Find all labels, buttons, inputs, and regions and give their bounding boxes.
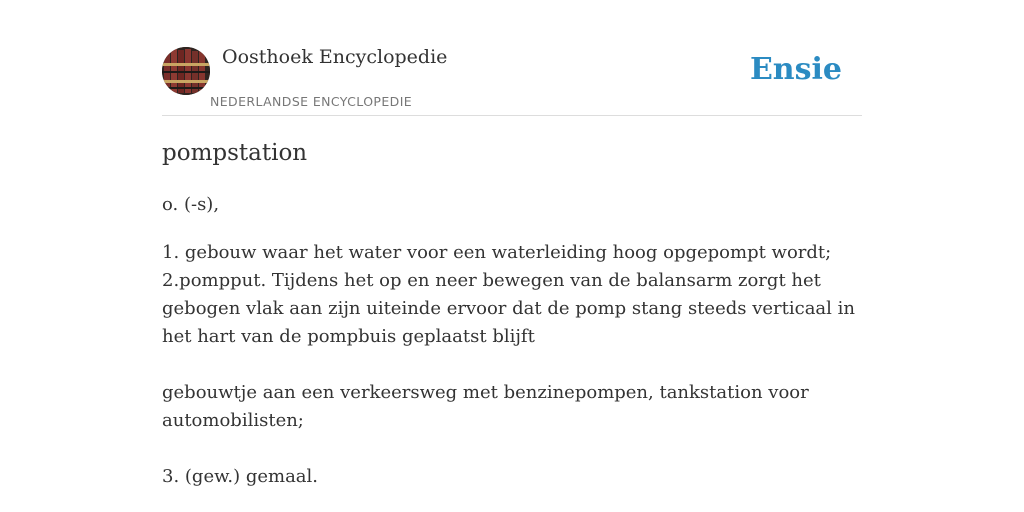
definition-line-4: 3. (gew.) gemaal.: [162, 466, 319, 487]
site-header: [162, 0, 862, 116]
definition-line-1: 1. gebouw waar het water voor een waterleiding hoog opgepompt wordt;: [162, 242, 832, 263]
entry-definition: [162, 239, 862, 491]
entry-grammar: o. (-s),: [162, 194, 220, 215]
site-title[interactable]: Oosthoek Encyclopedie: [222, 46, 448, 68]
definition-line-3: gebouwtje aan een verkeersweg met benzinepompen, tankstation voor automobilisten;: [162, 382, 809, 431]
spacer: [162, 351, 862, 379]
definition-line-2: 2.pompput. Tijdens het op en neer bewegen van de balansarm zorgt het gebogen vlak aan zijn uiteinde ervoor dat de pomp stang steeds verticaal in het hart van de pompbuis geplaatst blijft: [162, 270, 855, 347]
encyclopedia-books-icon[interactable]: [162, 47, 210, 95]
brand-logo[interactable]: Ensie: [749, 52, 842, 87]
page-container: [162, 0, 862, 487]
site-subtitle: NEDERLANDSE ENCYCLOPEDIE: [210, 94, 413, 109]
entry-term: pompstation: [162, 140, 308, 166]
spacer: [162, 435, 862, 463]
